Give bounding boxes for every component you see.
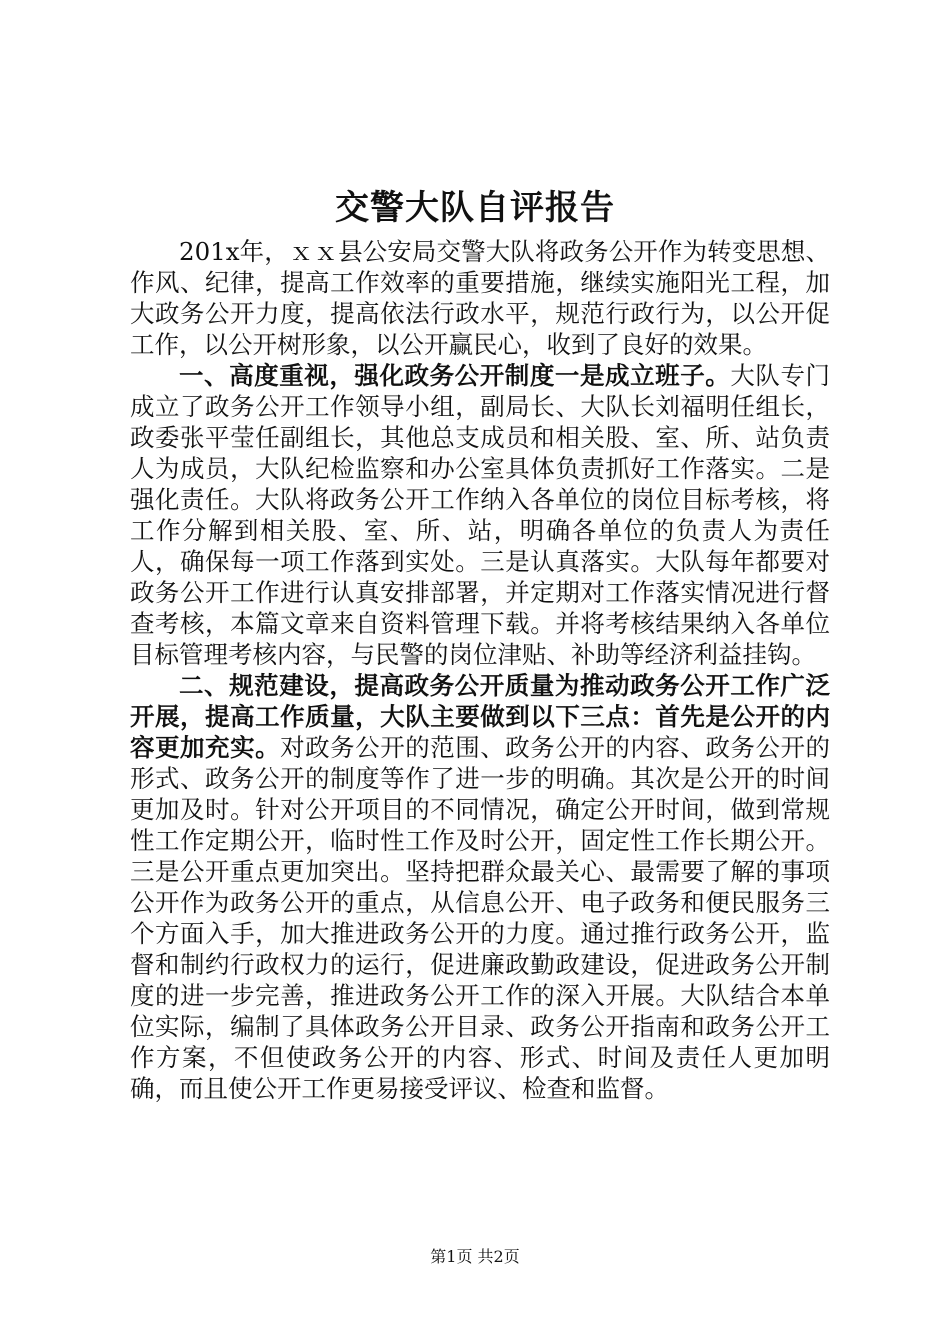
page-number-footer: 第1页 共2页 bbox=[430, 1247, 520, 1266]
section-2-heading: 二、规范建设，提高政务公开质量为推动政务公开工作广泛开展，提高工作质量，大队主要做到以下三点：首先是公开的内容更加充实。 bbox=[130, 671, 830, 762]
section-2-paragraph bbox=[130, 670, 830, 1104]
section-1-heading: 一、高度重视，强化政务公开制度一是成立班子。 bbox=[179, 361, 731, 390]
document-title: 交警大队自评报告 bbox=[335, 188, 615, 228]
section-1-body: 大队专门成立了政务公开工作领导小组，副局长、大队长刘福明任组长，政委张平莹任副组长，其他总支成员和相关股、室、所、站负责人为成员，大队纪检监察和办公室具体负责抓好工作落实。二是强化责任。大队将政务公开工作纳入各单位的岗位目标考核，将工作分解到相关股、室、所、站，明确各单位的负责人为责任人，确保每一项工作落到实处。三是认真落实。大队每年都要对政务公开工作进行认真安排部署，并定期对工作落实情况进行督查考核，本篇文章来自资料管理下载。并将考核结果纳入各单位目标管理考核内容，与民警的岗位津贴、补助等经济利益挂钩。 bbox=[130, 361, 831, 669]
section-1-paragraph bbox=[130, 360, 830, 670]
intro-paragraph: 201x年，ｘｘ县公安局交警大队将政务公开作为转变思想、作风、纪律，提高工作效率的重要措施，继续实施阳光工程，加大政务公开力度，提高依法行政水平，规范行政行为，以公开促工作，以公开树形象，以公开赢民心，收到了良好的效果。 bbox=[130, 237, 830, 359]
section-2-body: 对政务公开的范围、政务公开的内容、政务公开的形式、政务公开的制度等作了进一步的明确。其次是公开的时间更加及时。针对公开项目的不同情况，确定公开时间，做到常规性工作定期公开，临时性工作及时公开，固定性工作长期公开。三是公开重点更加突出。坚持把群众最关心、最需要了解的事项公开作为政务公开的重点，从信息公开、电子政务和便民服务三个方面入手，加大推进政务公开的力度。通过推行政务公开，监督和制约行政权力的运行，促进廉政勤政建设，促进政务公开制度的进一步完善，推进政务公开工作的深入开展。大队结合本单位实际，编制了具体政务公开目录、政务公开指南和政务公开工作方案，不但使政务公开的内容、形式、时间及责任人更加明确，而且使公开工作更易接受评议、检查和监督。 bbox=[130, 733, 831, 1103]
document-body bbox=[130, 236, 830, 1104]
